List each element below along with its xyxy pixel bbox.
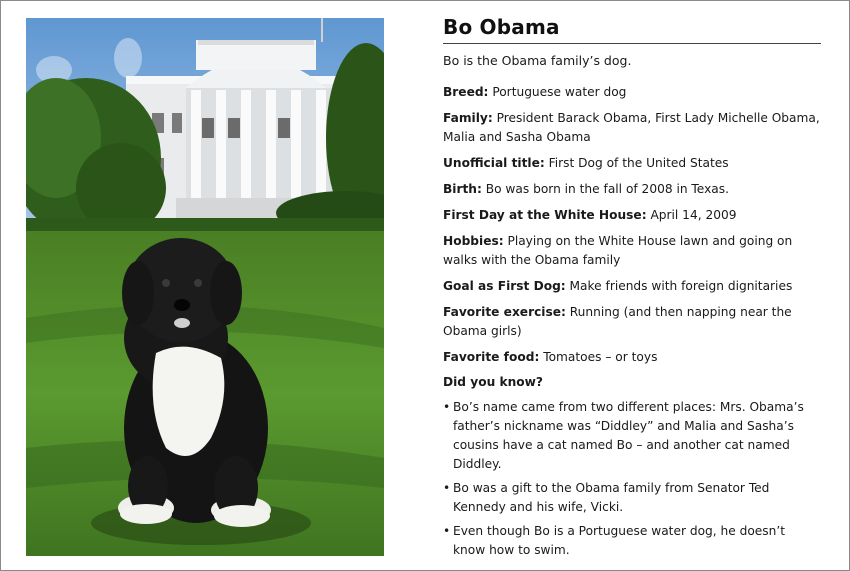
did-you-know-list [443, 398, 821, 560]
bullet-icon: • [443, 400, 451, 414]
fact-label: Hobbies: [443, 234, 504, 248]
fact-label: Goal as First Dog: [443, 279, 566, 293]
fact-label: First Day at the White House: [443, 208, 647, 222]
fact-value: Playing on the White House lawn and going on walks with the Obama family [443, 234, 793, 267]
fact-value: Portuguese water dog [492, 85, 627, 99]
fact-family [443, 109, 821, 147]
fact-label: Breed: [443, 85, 489, 99]
fact-goal [443, 277, 821, 296]
fact-value: Running (and then napping near the Obama girls) [443, 305, 792, 338]
fact-hobbies [443, 232, 821, 270]
list-item [443, 479, 821, 517]
bullet-text: Bo was a gift to the Obama family from Senator Ted Kennedy and his wife, Vicki. [453, 481, 770, 514]
fact-label: Birth: [443, 182, 482, 196]
title-divider [443, 43, 821, 44]
bullet-text: Bo’s name came from two different places: Mrs. Obama’s father’s nickname was “Diddley” and Malia and Sasha’s cousins have a cat named Bo – and another cat named Diddley. [453, 400, 804, 471]
fact-value: President Barack Obama, First Lady Michelle Obama, Malia and Sasha Obama [443, 111, 820, 144]
facts-list [443, 83, 821, 367]
list-item [443, 522, 821, 560]
photo-illustration [26, 18, 384, 556]
fact-first-day [443, 206, 821, 225]
fact-label: Family: [443, 111, 493, 125]
fact-favorite-exercise [443, 303, 821, 341]
did-you-know-heading: Did you know? [443, 375, 543, 389]
fact-value: Bo was born in the fall of 2008 in Texas. [485, 182, 729, 196]
bullet-text: Even though Bo is a Portuguese water dog, he doesn’t know how to swim. [453, 524, 786, 557]
fact-unofficial-title [443, 154, 821, 173]
photo-bo-white-house [26, 18, 384, 556]
page-title: Bo Obama [443, 15, 560, 39]
fact-value: First Dog of the United States [548, 156, 729, 170]
fact-value: Tomatoes – or toys [543, 350, 658, 364]
fact-label: Favorite food: [443, 350, 540, 364]
fact-value: Make friends with foreign dignitaries [569, 279, 793, 293]
intro-text: Bo is the Obama family’s dog. [443, 53, 632, 68]
fact-breed [443, 83, 821, 102]
bullet-icon: • [443, 481, 451, 495]
info-panel [443, 15, 821, 565]
list-item [443, 398, 821, 474]
bullet-icon: • [443, 524, 451, 538]
fact-favorite-food [443, 348, 821, 367]
fact-birth [443, 180, 821, 199]
fact-label: Unofficial title: [443, 156, 545, 170]
fact-label: Favorite exercise: [443, 305, 566, 319]
fact-value: April 14, 2009 [650, 208, 737, 222]
